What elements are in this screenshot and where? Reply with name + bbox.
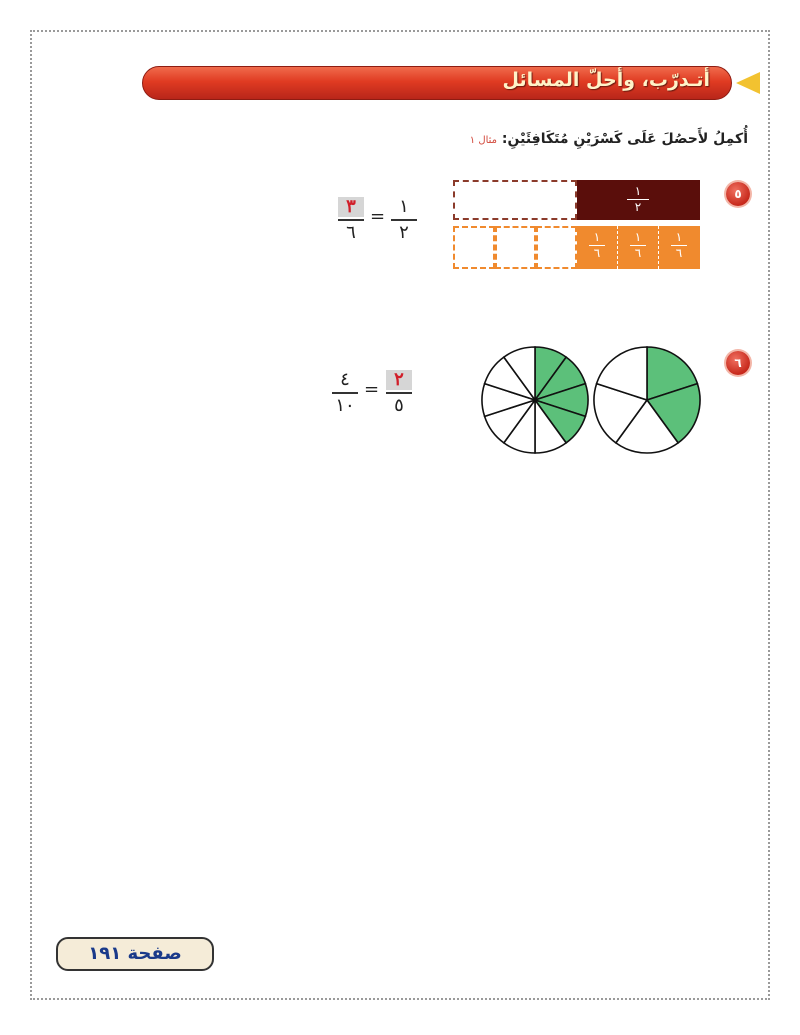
instruction-text: أُكمِلُ لأَحصُلَ عَلَى كَسْرَيْنِ مُتَكَافِئَيْنِ: (501, 131, 748, 147)
label-denominator: ٦ (593, 246, 601, 260)
fraction-bar (338, 219, 364, 221)
page-number-label: صفحة ١٩١ (56, 937, 214, 971)
sixth-label (630, 231, 646, 260)
example-reference: مثال ١ (469, 135, 498, 146)
empty-sixth-bar (536, 226, 577, 269)
sixth-label (589, 231, 605, 260)
sixth-bar (618, 226, 659, 269)
banner-arrow-icon (736, 72, 760, 94)
empty-sixth-bar (453, 226, 495, 269)
label-denominator: ٦ (675, 246, 683, 260)
fraction-numerator: ٣ (338, 197, 364, 217)
half-label (627, 185, 649, 214)
fraction-given (391, 197, 417, 243)
label-numerator: ١ (675, 230, 683, 244)
fraction-denominator: ٢ (399, 222, 409, 243)
fraction-numerator: ٢ (386, 370, 412, 390)
fraction-denominator: ٦ (346, 222, 356, 243)
fraction-bar (391, 219, 417, 221)
fraction-bar (332, 392, 358, 394)
page-border (30, 30, 770, 1000)
label-numerator: ١ (634, 184, 642, 198)
question-number-6: ٦ (726, 351, 750, 375)
section-banner (142, 66, 760, 100)
label-denominator: ٢ (634, 200, 642, 214)
fraction-answer (386, 370, 412, 416)
sixth-bar (577, 226, 618, 269)
half-bar (577, 180, 700, 220)
question-number-5: ٥ (726, 182, 750, 206)
section-title: أتـدرّب، وأحلّ المسائل (502, 69, 710, 91)
label-numerator: ١ (634, 230, 642, 244)
sixth-label (671, 231, 687, 260)
fraction-denominator: ٥ (394, 395, 404, 416)
label-numerator: ١ (593, 230, 601, 244)
label-denominator: ٦ (634, 246, 642, 260)
fraction-numerator: ١ (399, 196, 409, 217)
fraction-answer (338, 197, 364, 243)
empty-half-bar (453, 180, 577, 220)
equals-sign: = (370, 206, 386, 227)
circle-tenths (482, 347, 588, 453)
fraction-numerator: ٤ (340, 369, 350, 390)
sixth-bar (659, 226, 700, 269)
empty-sixth-bar (495, 226, 536, 269)
fraction-circles (478, 345, 708, 455)
fraction-bar (386, 392, 412, 394)
equals-sign: = (364, 379, 380, 400)
fraction-denominator: ١٠ (335, 395, 355, 416)
circle-fifths (594, 347, 700, 453)
fraction-given (332, 370, 358, 416)
instruction (470, 131, 748, 147)
